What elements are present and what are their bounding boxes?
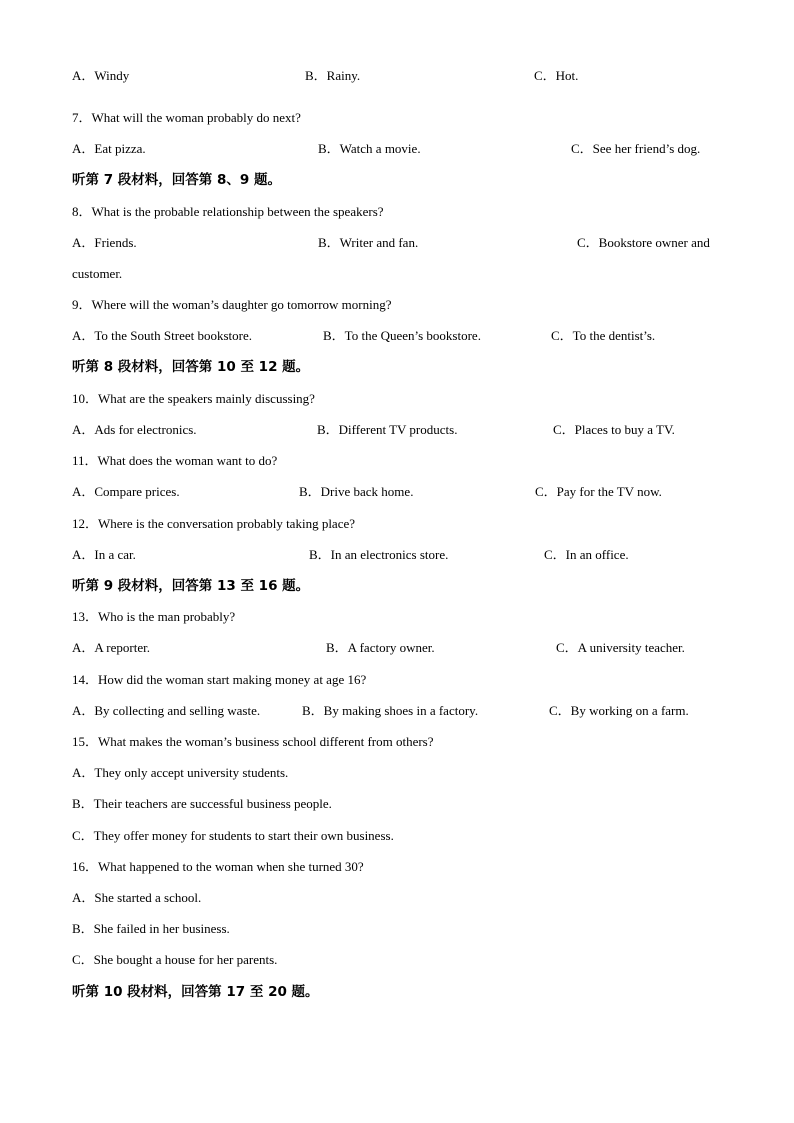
q13-option-c: C．A university teacher. [556, 640, 685, 655]
q6-option-b: B．Rainy. [305, 68, 361, 83]
q15-option-b: B．Their teachers are successful business people. [72, 796, 332, 811]
q8-option-a: A．Friends. [72, 235, 137, 250]
q9-option-c: C．To the dentist’s. [551, 328, 656, 343]
q13-option-a: A．A reporter. [72, 640, 150, 655]
q8-option-c: C．Bookstore owner and [577, 235, 710, 250]
q6-option-a: A．Windy [72, 68, 130, 83]
q14-question: 14．How did the woman start making money at age 16? [72, 672, 367, 687]
q11-option-a: A．Compare prices. [72, 484, 180, 499]
section-10-heading: 听第 10 段材料，回答第 17 至 20 题。 [72, 984, 319, 1000]
q10-option-b: B．Different TV products. [317, 422, 458, 437]
q8-option-b: B．Writer and fan. [318, 235, 419, 250]
q8-option-c-continuation: customer. [72, 266, 123, 281]
q7-option-b: B．Watch a movie. [318, 141, 421, 156]
q14-option-b: B．By making shoes in a factory. [302, 703, 479, 718]
q12-option-a: A．In a car. [72, 547, 136, 562]
q14-option-c: C．By working on a farm. [549, 703, 689, 718]
q9-option-a: A．To the South Street bookstore. [72, 328, 252, 343]
q7-option-c: C．See her friend’s dog. [571, 141, 701, 156]
q13-option-b: B．A factory owner. [326, 640, 435, 655]
q12-option-c: C．In an office. [544, 547, 629, 562]
q16-question: 16．What happened to the woman when she turned 30? [72, 859, 364, 874]
section-7-heading: 听第 7 段材料，回答第 8、9 题。 [72, 172, 281, 188]
q12-option-b: B．In an electronics store. [309, 547, 449, 562]
q12-question: 12．Where is the conversation probably taking place? [72, 516, 356, 531]
q14-option-a: A．By collecting and selling waste. [72, 703, 261, 718]
q8-question: 8．What is the probable relationship between the speakers? [72, 204, 384, 219]
q7-question: 7．What will the woman probably do next? [72, 110, 301, 125]
q15-option-a: A．They only accept university students. [72, 765, 289, 780]
q16-option-c: C．She bought a house for her parents. [72, 952, 278, 967]
q11-option-c: C．Pay for the TV now. [535, 484, 662, 499]
q10-option-a: A．Ads for electronics. [72, 422, 197, 437]
q15-question: 15．What makes the woman’s business school different from others? [72, 734, 434, 749]
section-9-heading: 听第 9 段材料，回答第 13 至 16 题。 [72, 578, 310, 594]
q9-question: 9．Where will the woman’s daughter go tomorrow morning? [72, 297, 392, 312]
q13-question: 13．Who is the man probably? [72, 609, 236, 624]
q10-question: 10．What are the speakers mainly discussing? [72, 391, 315, 406]
q11-question: 11．What does the woman want to do? [72, 453, 278, 468]
q15-option-c: C．They offer money for students to start their own business. [72, 828, 394, 843]
q6-option-c: C．Hot. [534, 68, 579, 83]
q16-option-b: B．She failed in her business. [72, 921, 230, 936]
q9-option-b: B．To the Queen’s bookstore. [323, 328, 481, 343]
q7-option-a: A．Eat pizza. [72, 141, 146, 156]
section-8-heading: 听第 8 段材料，回答第 10 至 12 题。 [72, 359, 310, 375]
q16-option-a: A．She started a school. [72, 890, 202, 905]
q11-option-b: B．Drive back home. [299, 484, 414, 499]
q10-option-c: C．Places to buy a TV. [553, 422, 675, 437]
